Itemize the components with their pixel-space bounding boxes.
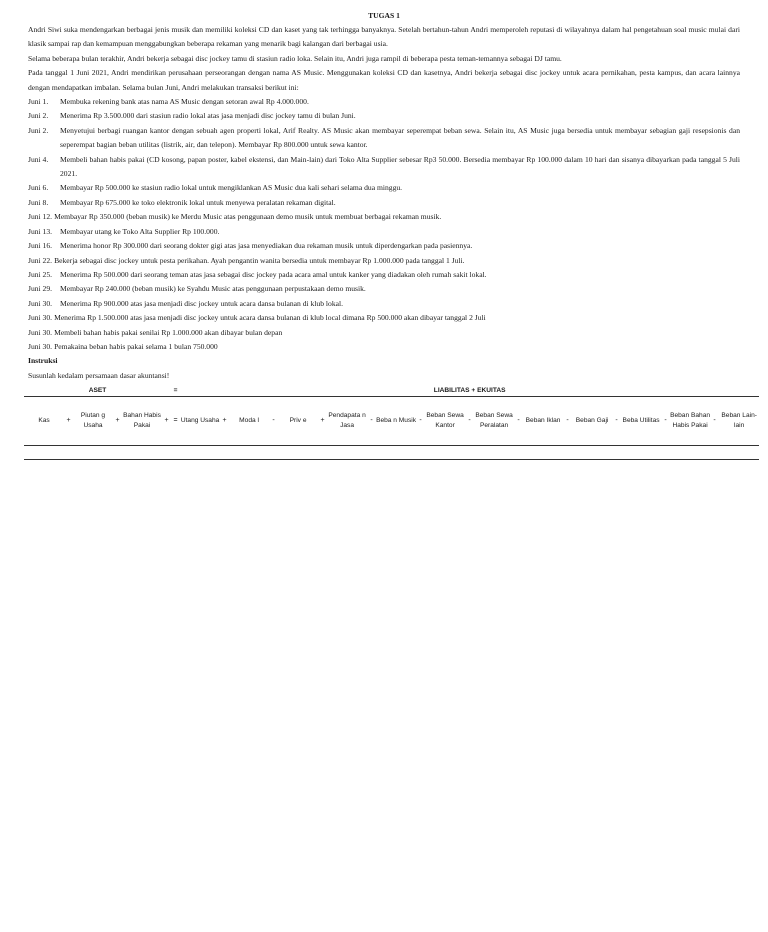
transaction-date: Juni 8. — [28, 197, 49, 207]
equation-empty-cell — [367, 446, 376, 460]
transaction-item — [28, 95, 740, 109]
equation-operator: + — [318, 397, 327, 446]
transaction-date: Juni 30. — [28, 327, 53, 337]
equation-column-header: Bahan Habis Pakai — [122, 397, 162, 446]
equation-column-header: Beban Sewa Peralatan — [474, 397, 514, 446]
equation-operator: - — [710, 397, 719, 446]
transaction-text: Menyetujui berbagi ruangan kantor dengan sebuah agen properti lokal, Arif Realty. AS Music akan membayar seperempat beban sewa. Selain itu, AS Music juga bersedia untuk membayar sebagian gaji resepsionis dan seperempat bagian beban utilitas (listrik, air, dan telepon). Membayar Rp 800.000 untuk sewa kantor. — [60, 125, 740, 150]
intro-paragraph: Selama beberapa bulan terakhir, Andri bekerja sebagai disc jockey tamu di stasiun radio loka. Selain itu, Andri juga rampil di beberapa pesta teman-temannya sebagai DJ tamu. — [28, 53, 562, 63]
equation-empty-cell — [523, 446, 563, 460]
equation-column-header: Beban Gaji — [572, 397, 612, 446]
transaction-text: Pemakaina beban habis pakai selama 1 bulan 750.000 — [54, 341, 218, 351]
equation-empty-cell — [220, 446, 229, 460]
equation-empty-cell — [376, 446, 416, 460]
transaction-item — [28, 153, 740, 182]
equals-group-header: = — [171, 386, 180, 397]
equation-empty-cell — [563, 446, 572, 460]
transaction-text: Membuka rekening bank atas nama AS Music dengan setoran awal Rp 4.000.000. — [60, 97, 309, 107]
transaction-item — [28, 282, 740, 296]
transaction-text: Membayar utang ke Toko Alta Supplier Rp 100.000. — [60, 226, 220, 236]
instructions-heading: Instruksi — [28, 356, 58, 366]
equation-empty-cell — [719, 446, 759, 460]
equation-empty-cell — [278, 446, 318, 460]
transaction-text: Menerima honor Rp 300.000 dari seorang dokter gigi atas jasa menyediakan dua rekaman musik untuk diperdengarkan pada pasiennya. — [60, 241, 473, 251]
transaction-item — [28, 297, 740, 311]
equation-column-header: Beban Bahan Habis Pakai — [670, 397, 710, 446]
transaction-date: Juni 4. — [28, 154, 49, 164]
equation-empty-cell — [621, 446, 661, 460]
transaction-item — [28, 225, 740, 239]
equation-empty-cell — [514, 446, 523, 460]
equation-empty-cell — [122, 446, 162, 460]
transaction-date: Juni 16. — [28, 241, 53, 251]
equation-operator: - — [661, 397, 670, 446]
equation-operator: - — [514, 397, 523, 446]
equation-operator: - — [367, 397, 376, 446]
transaction-text: Membayar Rp 500.000 ke stasiun radio lokal untuk mengiklankan AS Music dua kali sehari selama dua minggu. — [60, 183, 403, 193]
accounting-equation-table — [24, 386, 759, 460]
transaction-text: Membeli bahan habis pakai (CD kosong, papan poster, kabel ekstensi, dan Main-lain) dari Toko Alta Supplier sebesar Rp3 50.000. Bersedia membayar Rp 100.000 dalam 10 hari dan sisanya dibayarkan pada tanggal 5 Juli 2021. — [60, 154, 740, 179]
equation-empty-cell — [269, 446, 278, 460]
transaction-date: Juni 2. — [28, 125, 49, 135]
equation-empty-cell — [327, 446, 367, 460]
transaction-date: Juni 30. — [28, 341, 53, 351]
equation-empty-cell — [171, 446, 180, 460]
equation-operator: + — [64, 397, 73, 446]
equation-operator: + — [113, 397, 122, 446]
transaction-date: Juni 6. — [28, 183, 49, 193]
transaction-date: Juni 25. — [28, 269, 53, 279]
transaction-text: Membayar Rp 675.000 ke toko elektronik lokal untuk menyewa peralatan rekaman digital. — [60, 197, 336, 207]
equation-column-header: Beban Iklan — [523, 397, 563, 446]
liabilitas-ekuitas-group-header: LIABILITAS + EKUITAS — [180, 386, 759, 397]
equation-empty-cell — [416, 446, 425, 460]
transaction-list — [28, 95, 740, 354]
transaction-text: Menerima Rp 3.500.000 dari stasiun radio lokal atas jasa menjadi disc jockey tamu di bulan Juni. — [60, 111, 356, 121]
equation-operator: - — [269, 397, 278, 446]
instructions-text: Susunlah kedalam persamaan dasar akuntansi! — [28, 370, 170, 380]
aset-group-header: ASET — [24, 386, 171, 397]
equation-empty-cell — [162, 446, 171, 460]
transaction-text: Menerima Rp 500.000 dari seorang teman atas jasa sebagai disc jockey pada acara amal untuk kanker yang diadakan oleh rumah sakit lokal. — [60, 269, 487, 279]
intro-paragraph: Pada tanggal 1 Juni 2021, Andri mendirikan perusahaan perseorangan dengan nama AS Music. Menggunakan koleksi CD dan kasetnya, Andri bekerja sebagai disc jockey untuk acara pernikahan, pesta kampus, dan acara lainnya dengan mendapatkan imbalan. Selama bulan Juni, Andri melakukan transaksi berikut ini: — [28, 68, 740, 92]
transaction-date: Juni 29. — [28, 284, 53, 294]
transaction-item — [28, 326, 740, 340]
equation-empty-cell — [474, 446, 514, 460]
transaction-text: Membayar Rp 240.000 (beban musik) ke Syahdu Music atas penggunaan perpustakaan demo musik. — [60, 284, 366, 294]
equation-empty-cell — [572, 446, 612, 460]
equation-empty-cell — [113, 446, 122, 460]
equation-empty-cell — [612, 446, 621, 460]
equation-empty-cell — [425, 446, 465, 460]
transaction-date: Juni 13. — [28, 226, 53, 236]
transaction-date: Juni 12. — [28, 212, 53, 222]
equation-column-header-row — [24, 397, 759, 446]
transaction-item — [28, 196, 740, 210]
transaction-item — [28, 124, 740, 153]
equation-column-header: Moda l — [229, 397, 269, 446]
intro-paragraph: Andri Siwi suka mendengarkan berbagai jenis musik dan memiliki koleksi CD dan kaset yang tak terhingga banyaknya. Setelah bertahun-tahun Andri memperoleh reputasi di wilayahnya dalam hal pengetahuan soal music mulai dari klasik sampai rap dan kemampuan menggabungkan beberapa rekaman yang menarik bagi kalangan dari berbagai usia. — [28, 25, 740, 49]
transaction-date: Juni 22. — [28, 255, 53, 265]
equation-empty-row — [24, 446, 759, 460]
equation-empty-cell — [229, 446, 269, 460]
equation-column-header: Utang Usaha — [180, 397, 220, 446]
equation-column-header: Beba Utilitas — [621, 397, 661, 446]
equation-empty-cell — [180, 446, 220, 460]
equation-operator: = — [171, 397, 180, 446]
equation-empty-cell — [73, 446, 113, 460]
equation-column-header: Pendapata n Jasa — [327, 397, 367, 446]
equation-empty-cell — [64, 446, 73, 460]
transaction-item — [28, 239, 740, 253]
transaction-item — [28, 109, 740, 123]
equation-empty-cell — [24, 446, 64, 460]
equation-empty-cell — [465, 446, 474, 460]
transaction-text: Membeli bahan habis pakai senilai Rp 1.000.000 akan dibayar bulan depan — [54, 327, 283, 337]
transaction-text: Membayar Rp 350.000 (beban musik) ke Merdu Music atas penggunaan demo musik untuk membuat berbagai rekaman musik. — [54, 212, 442, 222]
transaction-date: Juni 2. — [28, 111, 49, 121]
equation-column-header: Beban Sewa Kantor — [425, 397, 465, 446]
equation-group-row — [24, 386, 759, 397]
equation-empty-cell — [661, 446, 670, 460]
equation-column-header: Priv e — [278, 397, 318, 446]
equation-empty-cell — [670, 446, 710, 460]
equation-operator: + — [220, 397, 229, 446]
equation-empty-cell — [318, 446, 327, 460]
transaction-item — [28, 340, 740, 354]
document-content — [28, 23, 740, 383]
equation-empty-cell — [710, 446, 719, 460]
equation-column-header: Piutan g Usaha — [73, 397, 113, 446]
equation-operator: - — [612, 397, 621, 446]
transaction-item — [28, 210, 740, 224]
equation-column-header: Kas — [24, 397, 64, 446]
equation-column-header: Beba n Musik — [376, 397, 416, 446]
transaction-item — [28, 254, 740, 268]
transaction-item — [28, 181, 740, 195]
equation-operator: + — [162, 397, 171, 446]
transaction-text: Menerima Rp 900.000 atas jasa menjadi disc jockey untuk acara dansa bulanan di klub lokal. — [60, 298, 343, 308]
transaction-date: Juni 1. — [28, 97, 49, 107]
transaction-date: Juni 30. — [28, 313, 53, 323]
document-title: TUGAS 1 — [368, 11, 400, 20]
equation-operator: - — [563, 397, 572, 446]
transaction-text: Menerima Rp 1.500.000 atas jasa menjadi disc jockey untuk acara dansa bulanan di klub local dimana Rp 500.000 akan dibayar tanggal 2 Juli — [54, 313, 486, 323]
transaction-text: Bekerja sebagai disc jockey untuk pesta perikahan. Ayah pengantin wanita bersedia untuk membayar Rp 1.000.000 pada tanggal 1 Juli. — [54, 255, 465, 265]
transaction-item — [28, 311, 740, 325]
equation-column-header: Beban Lain-lain — [719, 397, 759, 446]
equation-operator: - — [416, 397, 425, 446]
transaction-item — [28, 268, 740, 282]
equation-operator: - — [465, 397, 474, 446]
transaction-date: Juni 30. — [28, 298, 53, 308]
